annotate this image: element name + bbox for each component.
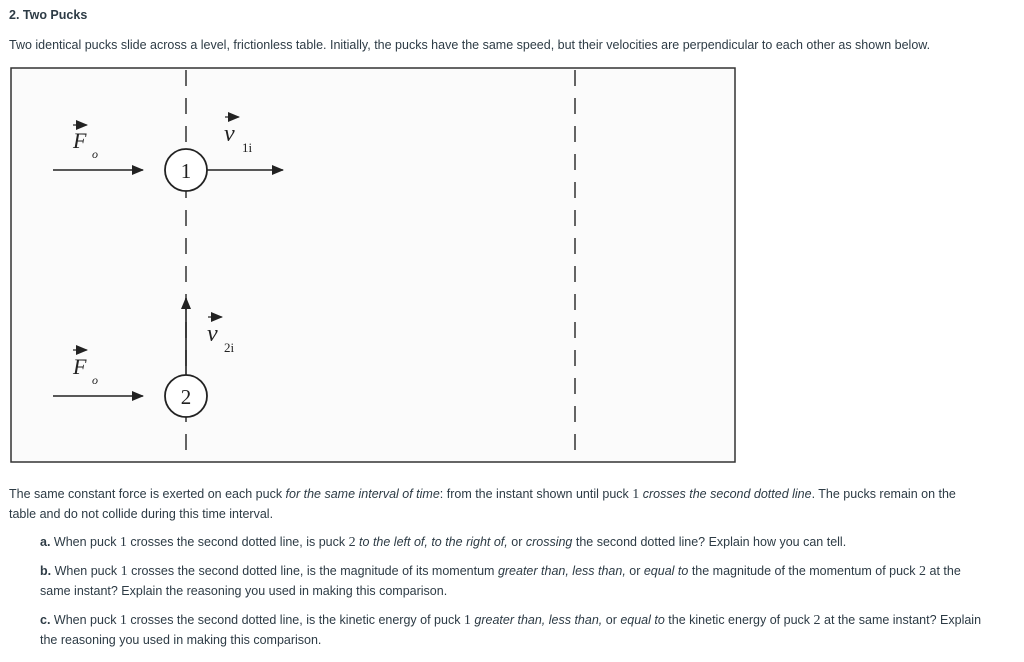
velocity-subscript-2: 2i <box>224 340 235 355</box>
force-label-2: F <box>73 354 87 379</box>
force-subscript-1: o <box>92 147 98 161</box>
question-b: b. When puck 1 crosses the second dotted line, is the magnitude of its momentum greater than, less than, or equal to the magnitude of the momentum of puck 2 at the same instant? Explain the reasoning you used in making this comparison. <box>40 564 961 598</box>
question-a: a. When puck 1 crosses the second dotted line, is puck 2 to the left of, to the right of, or crossing the second dotted line? Explain how you can tell. <box>40 535 847 550</box>
intro-text: Two identical pucks slide across a level, frictionless table. Initially, the pucks have the same speed, but their velocities are perpendicular to each other as shown below. <box>9 38 931 52</box>
puck-2-label: 2 <box>180 385 192 409</box>
velocity-label-2: v <box>207 321 218 347</box>
setup-paragraph: The same constant force is exerted on each puck for the same interval of time: from the instant shown until puck 1 crosses the second dotted line. The pucks remain on the table and do not collide during this time interval. <box>9 487 956 521</box>
puck-1-label: 1 <box>180 159 192 183</box>
velocity-label-1: v <box>224 121 235 147</box>
problem-title: 2. Two Pucks <box>9 8 88 22</box>
question-c: c. When puck 1 crosses the second dotted line, is the kinetic energy of puck 1 greater than, less than, or equal to the kinetic energy of puck 2 at the same instant? Explain the reasoning you used in making this comparison. <box>40 613 982 647</box>
force-subscript-2: o <box>92 373 98 387</box>
force-label-1: F <box>73 128 87 153</box>
pucks-diagram <box>9 66 737 464</box>
table-border <box>11 68 735 462</box>
velocity-subscript-1: 1i <box>242 140 253 155</box>
